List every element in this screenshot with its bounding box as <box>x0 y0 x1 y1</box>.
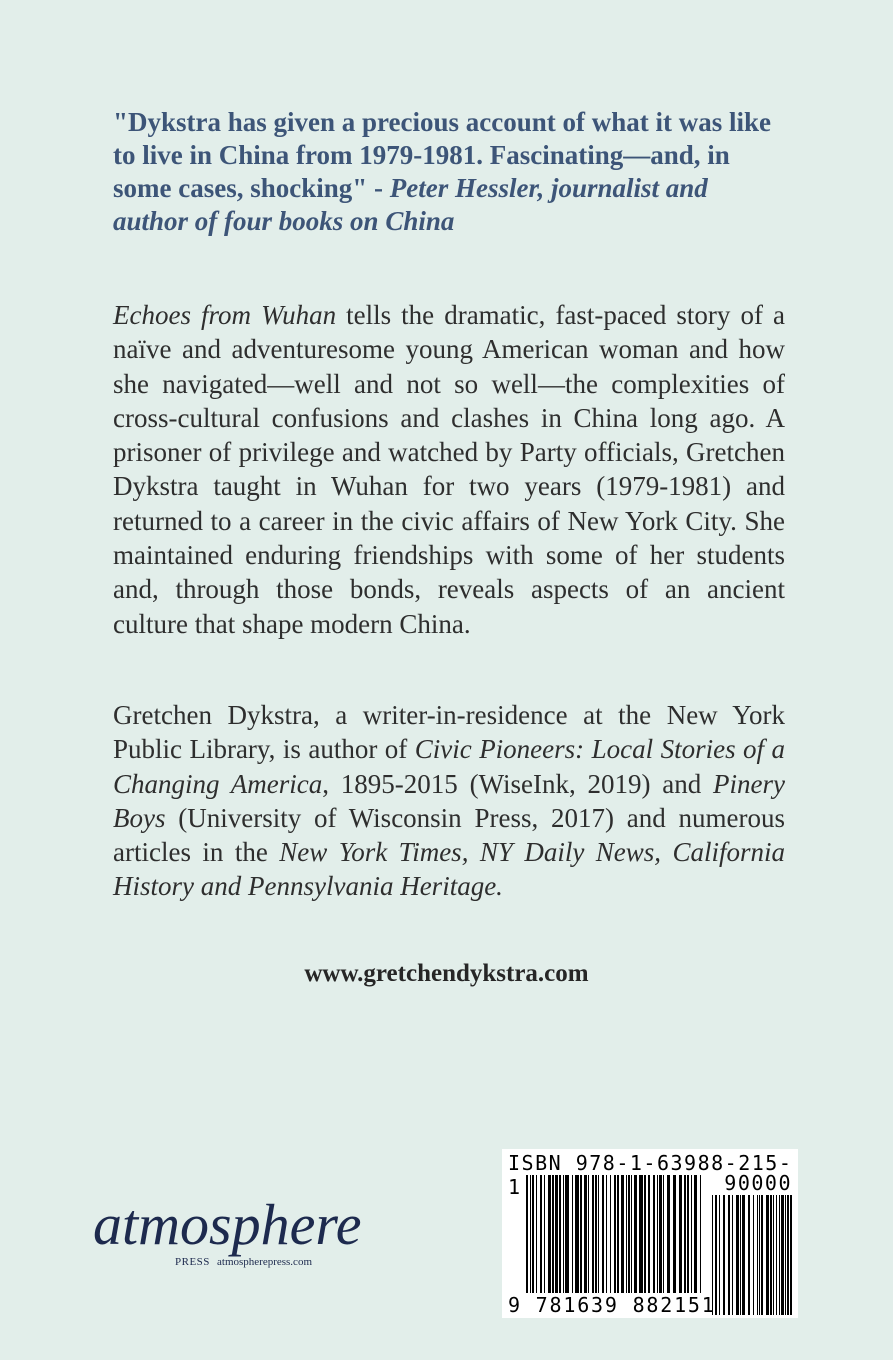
isbn-text: ISBN 978-1-63988-215-1 <box>508 1151 793 1199</box>
barcode-digits: 9 781639 882151 <box>508 1293 716 1317</box>
price-code: 90000 <box>724 1171 792 1195</box>
quote-text: "Dykstra has given a precious account of what it was like to live in China from 1979-1981. Fascinating—and, in some cases, shocking" - <box>113 107 772 203</box>
author-bio-part3: (University of Wisconsin Press, 2017) and numerous articles in the <box>113 802 785 868</box>
author-bio-part2: , 1895-2015 (WiseInk, 2019) and <box>322 768 714 799</box>
quote-attribution: Peter Hessler, journalist and author of four books on China <box>113 173 708 236</box>
author-publications: New York Times, NY Daily News, California History and Pennsylvania Heritage. <box>113 837 785 902</box>
book-description <box>113 298 785 641</box>
review-quote <box>113 106 785 238</box>
author-book2: Pinery Boys <box>113 768 785 833</box>
publisher-url: atmospherepress.com <box>217 1256 312 1268</box>
author-book1: Civic Pioneers: Local Stories of a Changing America <box>113 734 786 799</box>
author-bio-part1: Gretchen Dykstra, a writer-in-residence at the New York Public Library, is author of <box>113 700 785 765</box>
publisher-logo <box>93 1190 383 1280</box>
author-website[interactable]: www.gretchendykstra.com <box>304 960 589 987</box>
publisher-logo-word: atmosphere <box>93 1192 362 1257</box>
book-title: Echoes from Wuhan <box>113 300 337 330</box>
publisher-press-label: PRESS <box>175 1256 210 1268</box>
isbn-barcode <box>502 1149 798 1318</box>
description-text: tells the dramatic, fast-paced story of a naïve and adventuresome young American woman and how she navigated—well and not so well—the complexities of cross-cultural confusions and clashes in China long ago. A prisoner of privilege and watched by Party officials, Gretchen Dykstra taught in Wuhan for two years (1979-1981) and returned to a career in the civic affairs of New York City. She maintained enduring friendships with some of her students and, through those bonds, reveals aspects of an ancient culture that shape modern China. <box>113 300 785 639</box>
author-bio <box>113 698 785 904</box>
